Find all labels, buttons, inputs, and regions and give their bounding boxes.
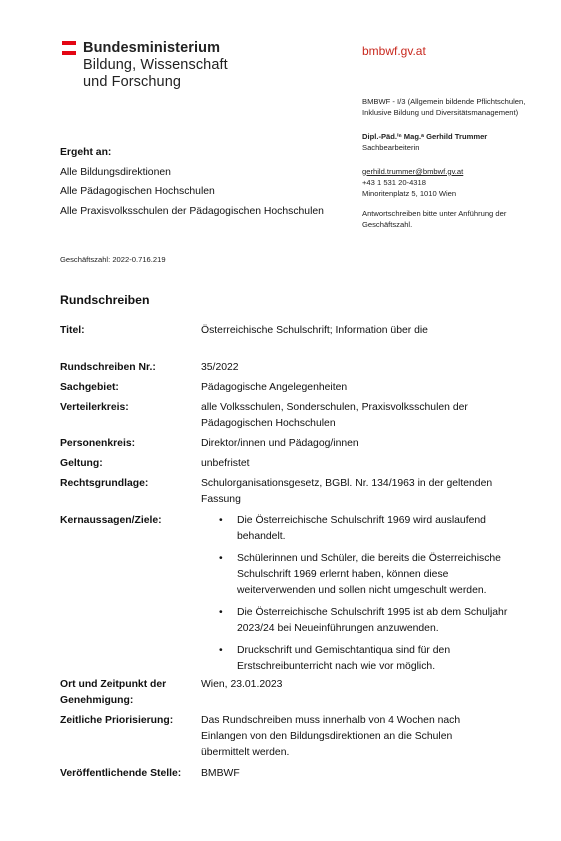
field-label: Sachgebiet: (60, 382, 119, 393)
list-item-text: Schülerinnen und Schüler, die bereits die Österreichische Schulschrift 1969 erlernt haben, können diese weiterverwenden und sollen nicht umgeschult werden. (237, 553, 501, 596)
recipient-item: Alle Praxisvolksschulen der Pädagogischen Hochschulen (60, 205, 324, 217)
field-value: alle Volksschulen, Sonderschulen, Praxisvolksschulen der Pädagogischen Hochschulen (201, 402, 468, 429)
sender-note: Antwortschreiben bitte unter Anführung der Geschäftszahl. (362, 208, 507, 230)
field-value (201, 513, 511, 681)
field-value: BMBWF (201, 768, 240, 779)
document-type-heading: Rundschreiben (60, 293, 150, 307)
recipient-item: Alle Pädagogischen Hochschulen (60, 186, 215, 197)
field-label: Ort und Zeitpunkt der Genehmigung: (60, 679, 167, 706)
field-label: Rundschreiben Nr.: (60, 362, 156, 373)
logo-line-1: Bundesministerium (83, 40, 221, 56)
list-item (201, 513, 511, 545)
field-label: Titel: (60, 325, 85, 336)
field-value: unbefristet (201, 458, 250, 469)
reference-number: Geschäftszahl: 2022-0.716.219 (60, 255, 166, 264)
sender-address: Minoritenplatz 5, 1010 Wien (362, 189, 457, 199)
field-label: Veröffentlichende Stelle: (60, 768, 182, 779)
field-value: Schulorganisationsgesetz, BGBl. Nr. 134/1963 in der geltenden Fassung (201, 478, 493, 505)
field-value: Das Rundschreiben muss innerhalb von 4 Wochen nach Einlangen von den Bildungsdirektionen an die Schulen übermittelt werden. (201, 715, 461, 758)
list-item (201, 643, 511, 675)
sender-block (362, 96, 552, 231)
bullet-icon: • (219, 645, 223, 656)
field-value: Pädagogische Angelegenheiten (201, 382, 348, 393)
list-item-text: Die Österreichische Schulschrift 1995 ist ab dem Schuljahr 2023/24 bei Neueinführungen anzuwenden. (237, 607, 508, 634)
sender-name: Dipl.-Päd.ⁱⁿ Mag.ᵃ Gerhild Trummer (362, 131, 488, 141)
field-value: Österreichische Schulschrift; Information über die (201, 325, 428, 336)
field-value: Wien, 23.01.2023 (201, 679, 283, 690)
recipient-item: Alle Bildungsdirektionen (60, 166, 171, 178)
key-points-list (201, 513, 511, 675)
field-label: Geltung: (60, 458, 103, 469)
field-label: Personenkreis: (60, 438, 136, 449)
logo-line-3: und Forschung (83, 74, 182, 90)
field-value: Direktor/innen und Pädagog/innen (201, 438, 359, 449)
list-item (201, 551, 511, 599)
field-value: 35/2022 (201, 362, 239, 373)
field-label: Zeitliche Priorisierung: (60, 715, 174, 726)
website-link[interactable]: bmbwf.gv.at (362, 44, 426, 58)
field-label: Kernaussagen/Ziele: (60, 515, 162, 526)
logo-line-2: Bildung, Wissenschaft (83, 57, 228, 73)
sender-phone: +43 1 531 20-4318 (362, 178, 426, 188)
austria-flag-logo-icon (62, 41, 76, 57)
list-item-text: Druckschrift und Gemischtantiqua sind für den Erstschreibunterricht nach wie vor möglich. (237, 645, 451, 672)
list-item (201, 605, 511, 637)
field-label: Verteilerkreis: (60, 402, 129, 413)
bullet-icon: • (219, 607, 223, 618)
bullet-icon: • (219, 515, 223, 526)
sender-role: Sachbearbeiterin (362, 143, 420, 153)
sender-email-link[interactable]: gerhild.trummer@bmbwf.gv.at (362, 166, 464, 176)
recipients-heading: Ergeht an: (60, 147, 112, 158)
recipients-block (60, 143, 324, 221)
list-item-text: Die Österreichische Schulschrift 1969 wird auslaufend behandelt. (237, 515, 486, 542)
field-label: Rechtsgrundlage: (60, 478, 149, 489)
bullet-icon: • (219, 553, 223, 564)
sender-department: BMBWF - I/3 (Allgemein bildende Pflichtschulen, Inklusive Bildung und Diversitätsmanagement) (362, 97, 526, 118)
ministry-logo (83, 40, 228, 91)
